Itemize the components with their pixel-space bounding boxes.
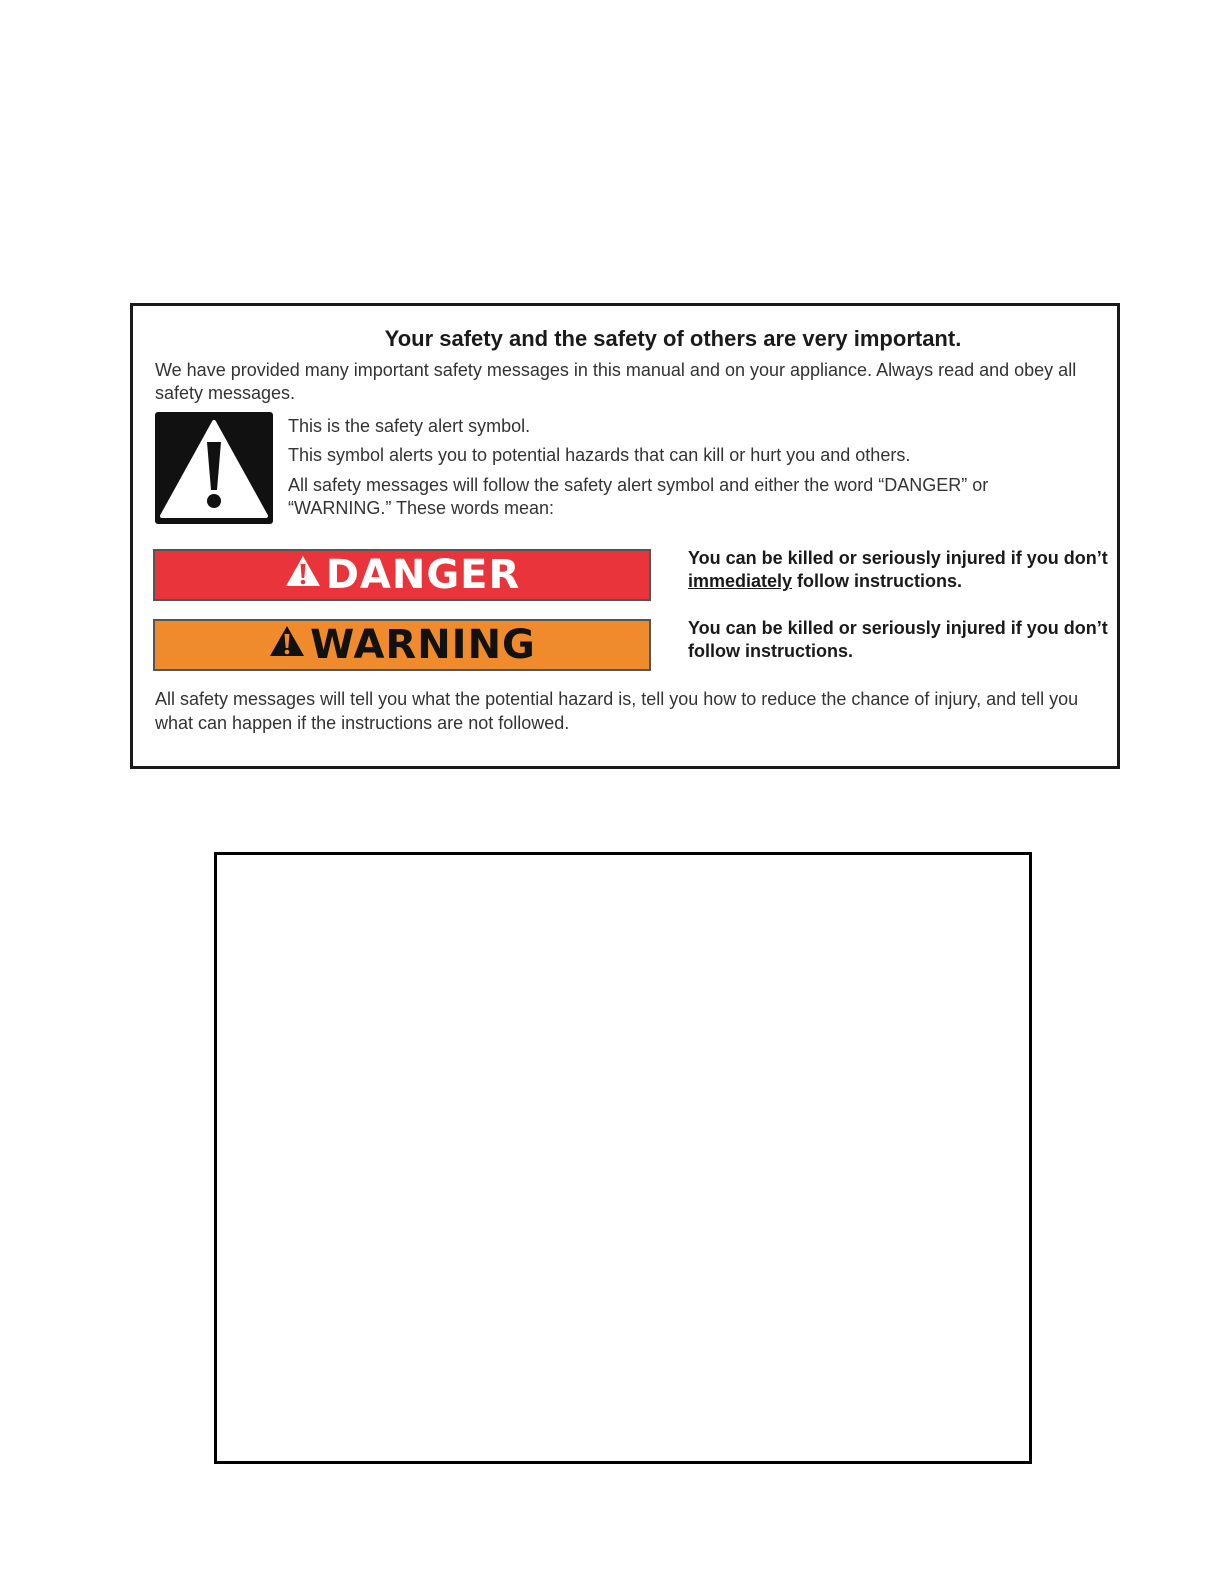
warning-alert-icon (268, 622, 306, 668)
danger-description (688, 547, 1108, 593)
symbol-text-3: All safety messages will follow the safety alert symbol and either the word “DANGER” or “WARNING.” These words mean: (288, 475, 989, 518)
safety-intro: We have provided many important safety messages in this manual and on your appliance. Always read and obey all safety messages. (155, 360, 1077, 403)
warning-description: You can be killed or seriously injured if you don’t follow instructions. (688, 618, 1108, 661)
danger-description-underlined: immediately (688, 571, 793, 591)
danger-description-part1: You can be killed or seriously injured if you don’t (688, 548, 1108, 568)
safety-alert-icon (155, 412, 273, 524)
danger-description-part2: follow instructions. (792, 571, 963, 591)
danger-signal-bar (153, 549, 651, 601)
danger-alert-icon (284, 552, 322, 598)
safety-notice-box (130, 303, 1120, 769)
warning-label: WARNING (310, 622, 536, 668)
warning-signal-bar (153, 619, 651, 671)
safety-closing: All safety messages will tell you what the potential hazard is, tell you how to reduce the chance of injury, and tell you what can happen if the instructions are not followed. (155, 689, 1079, 733)
symbol-text-2: This symbol alerts you to potential hazards that can kill or hurt you and others. (288, 445, 911, 465)
empty-frame (214, 852, 1032, 1464)
danger-label: DANGER (325, 552, 521, 598)
safety-title: Your safety and the safety of others are very important. (384, 326, 962, 351)
symbol-text-1: This is the safety alert symbol. (288, 416, 531, 436)
